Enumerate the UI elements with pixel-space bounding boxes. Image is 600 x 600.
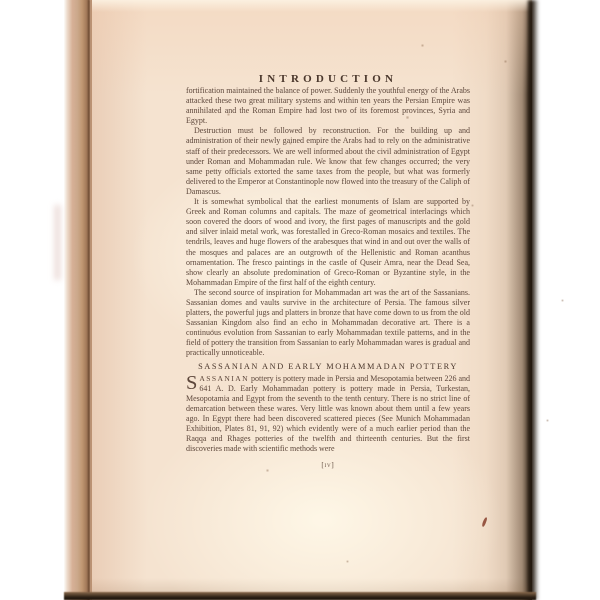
paragraph: The second source of inspiration for Mohammadan art was the art of the Sassanians. Sassanian domes and vaults survive in the architecture of Persia. The famous silver platters, the powerful jugs and platters in bronze that have come down to us from the old Sassanian Kingdom also find an echo in Mohammadan decorative art. There is a continuous evolution from Sassanian to early Mohammadan textile patterns, and in the field of pottery the transition from Sassanian to early Mohammadan wares is gradual and practically unnoticeable.: [186, 287, 470, 358]
page-number: [iv]: [321, 461, 335, 470]
page-title: INTRODUCTION: [258, 73, 398, 86]
drop-cap: S: [186, 371, 198, 394]
drop-cap-lead: ASSANIAN: [199, 373, 250, 383]
page-text-block: [186, 86, 470, 470]
paragraph: fortification maintained the balance of power. Suddenly the youthful energy of the Arabs attacked these two great military systems and within ten years the Persian Empire was annihilated and the Roman Empire had lost two of its foremost provinces, Syria and Egypt.: [186, 86, 470, 126]
paper-speckles: [92, 0, 93, 1]
paragraphs-container: [186, 86, 470, 359]
margin-smudge: [54, 205, 61, 280]
book-gutter-page-edges: [64, 0, 92, 600]
book-page: [92, 0, 532, 600]
bottom-edge-shadow: [64, 592, 536, 600]
ink-mark: [481, 517, 487, 527]
section-heading: SASSANIAN AND EARLY MOHAMMADAN POTTERY: [198, 361, 458, 371]
right-edge-shadow: [528, 0, 539, 600]
paragraph: Destruction must be followed by reconstruction. For the building up and administration of their newly gained empire the Arabs had to rely on the administrative staff of their predecessors. We are well informed about the civil administration of Egypt under Roman and Mohammadan rule. We know that few changes occurred; the very same petty officials extorted the same taxes from the people, but what was formerly delivered to the Emperor at Constantinople now flowed into the treasury of the Caliph of Damascus.: [186, 126, 470, 196]
paragraph: It is somewhat symbolical that the earliest monuments of Islam are supported by Greek and Roman columns and capitals. The maze of geometrical interlacings which soon covered the doors of wood and ivory, the first pages of manuscripts and the gold and silver inlaid metal work, was forestalled in Greco-Roman mosaics and textiles. The tendrils, leaves and huge flowers of the arabesques that wind in and out over the walls of the mosques and palaces are an outgrowth of the Hellenistic and Roman acanthus ornamentation. The fresco paintings in the castle of Quseir Amra, near the Dead Sea, show clearly an absolute predomination of Greco-Roman or Byzantine style, in the Mohammadan Empire of the first half of the eighth century.: [186, 197, 470, 287]
drop-cap-paragraph-text: pottery is pottery made in Persia and Mesopotamia between 226 and 641 A. D. Early Mohammadan pottery is pottery made in Persia, Turkestan, Mesopotamia and Egypt from the seventh to the tenth century. There is no strict line of demarcation between these wares. Very little was known about them until a few years ago. In Egypt there had been discovered scattered pieces (See Munich Mohammadan Exhibition, Plates 81, 91, 92) which evidently were of a much earlier period than the Raqqa and Rhages potteries of the twelfth and thirteenth centuries. But the first discoveries made with scientific methods were: [186, 373, 470, 454]
drop-cap-paragraph: [186, 371, 470, 455]
